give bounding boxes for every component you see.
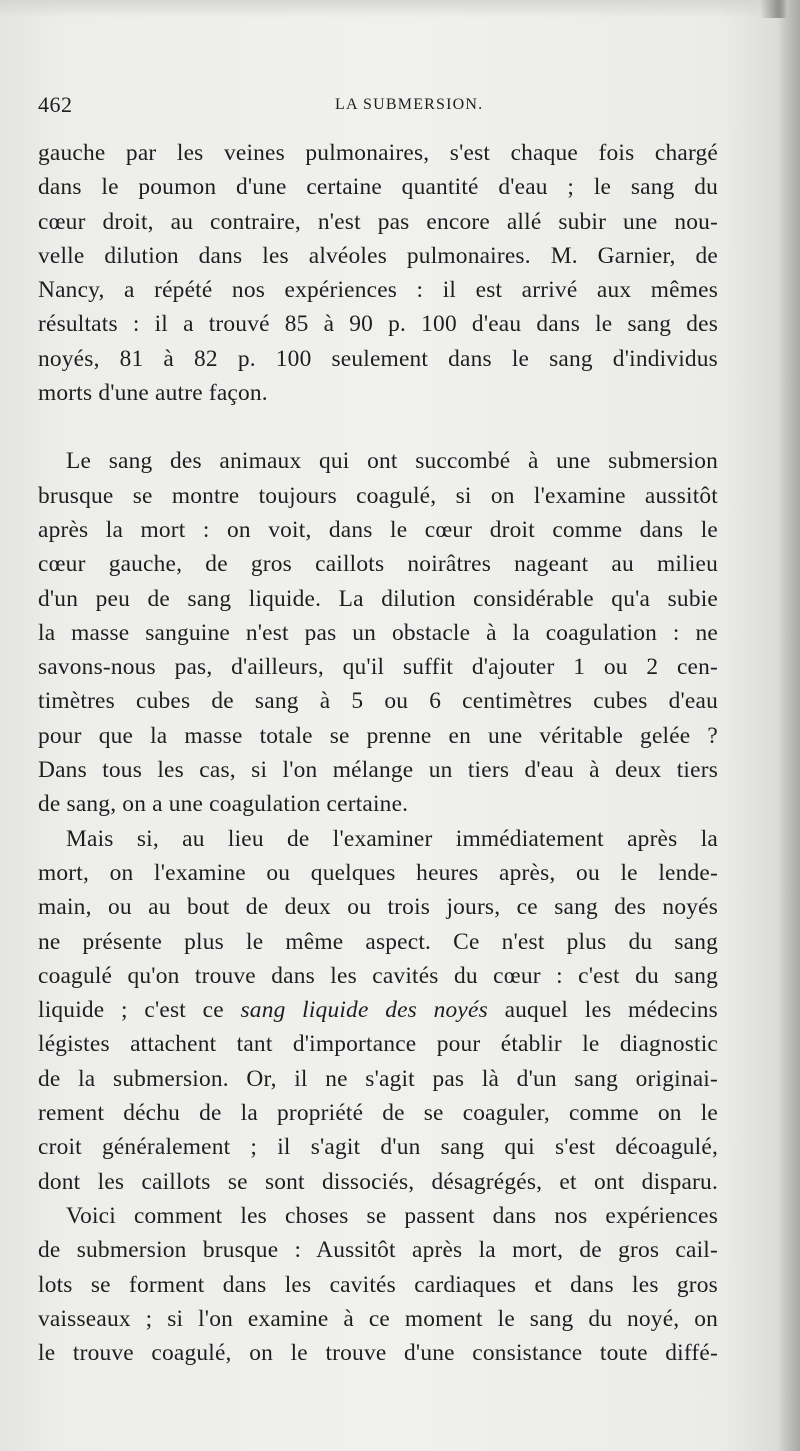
text-line: morts d'une autre façon.	[38, 380, 268, 407]
text-line: Voici comment les choses se passent dans nos expériences	[66, 1202, 718, 1229]
text-line: ne présente plus le même aspect. Ce n'est plus du sang	[38, 928, 718, 955]
text-line: main, ou au bout de deux ou trois jours, ce sang des noyés	[38, 894, 718, 921]
paragraph-3	[38, 822, 718, 1199]
text-line: le trouve coagulé, on le trouve d'une consistance toute diffé-	[38, 1340, 718, 1367]
running-title: LA SUBMERSION.	[335, 96, 484, 113]
page-number: 462	[38, 92, 73, 117]
text-line: d'un peu de sang liquide. La dilution considérable qu'a subie	[38, 585, 718, 612]
text-line: Le sang des animaux qui ont succombé à une submersion	[66, 448, 718, 475]
text-line: de la submersion. Or, il ne s'agit pas là d'un sang originai-	[38, 1065, 718, 1092]
text-line: résultats : il a trouvé 85 à 90 p. 100 d'eau dans le sang des	[38, 311, 718, 338]
text-line: rement déchu de la propriété de se coaguler, comme on le	[38, 1100, 718, 1127]
paragraph-4	[38, 1199, 718, 1370]
paragraph-2	[38, 444, 718, 821]
text-line: Dans tous les cas, si l'on mélange un tiers d'eau à deux tiers	[38, 757, 718, 784]
text-line: mort, on l'examine ou quelques heures après, ou le lende-	[38, 859, 718, 886]
text-line: croit généralement ; il s'agit d'un sang qui s'est décoagulé,	[38, 1134, 718, 1161]
text-segment: auquel les médecins	[487, 997, 718, 1024]
text-line: dont les caillots se sont dissociés, désagrégés, et ont disparu.	[38, 1168, 718, 1195]
text-line: légistes attachent tant d'importance pour établir le diagnostic	[38, 1031, 718, 1058]
text-line: de submersion brusque : Aussitôt après la mort, de gros cail-	[38, 1237, 718, 1264]
text-line: timètres cubes de sang à 5 ou 6 centimètres cubes d'eau	[38, 688, 718, 715]
text-line: noyés, 81 à 82 p. 100 seulement dans le sang d'individus	[38, 345, 718, 372]
text-line: pour que la masse totale se prenne en une véritable gelée ?	[38, 722, 718, 749]
page-binding-edge	[778, 0, 800, 1451]
text-line: cœur droit, au contraire, n'est pas encore allé subir une nou-	[38, 208, 718, 235]
text-line: brusque se montre toujours coagulé, si on l'examine aussitôt	[38, 482, 718, 509]
text-line: lots se forment dans les cavités cardiaques et dans les gros	[38, 1271, 718, 1298]
text-line: velle dilution dans les alvéoles pulmonaires. M. Garnier, de	[38, 242, 718, 269]
text-line: vaisseaux ; si l'on examine à ce moment le sang du noyé, on	[38, 1305, 718, 1332]
paragraph-1	[38, 136, 718, 410]
text-line: gauche par les veines pulmonaires, s'est chaque fois chargé	[38, 140, 718, 166]
text-line: dans le poumon d'une certaine quantité d'eau ; le sang du	[38, 174, 718, 201]
body-text	[38, 136, 718, 1370]
text-line: de sang, on a une coagulation certaine.	[38, 791, 409, 818]
page-top-shadow	[0, 0, 800, 18]
text-line: la masse sanguine n'est pas un obstacle à la coagulation : ne	[38, 619, 718, 646]
text-line: cœur gauche, de gros caillots noirâtres nageant au milieu	[38, 551, 718, 578]
text-segment: liquide ; c'est ce	[38, 997, 241, 1024]
text-line: après la mort : on voit, dans le cœur droit comme dans le	[38, 516, 718, 543]
paragraph-gap	[38, 410, 718, 444]
page-header	[38, 92, 758, 122]
text-line: coagulé qu'on trouve dans les cavités du cœur : c'est du sang	[38, 962, 718, 989]
text-line: Mais si, au lieu de l'examiner immédiatement après la	[66, 825, 718, 852]
text-line: savons-nous pas, d'ailleurs, qu'il suffit d'ajouter 1 ou 2 cen-	[38, 654, 718, 681]
text-line-with-italic	[38, 993, 718, 1027]
italic-term: sang liquide des noyés	[240, 997, 488, 1024]
text-line: Nancy, a répété nos expériences : il est arrivé aux mêmes	[38, 277, 718, 304]
